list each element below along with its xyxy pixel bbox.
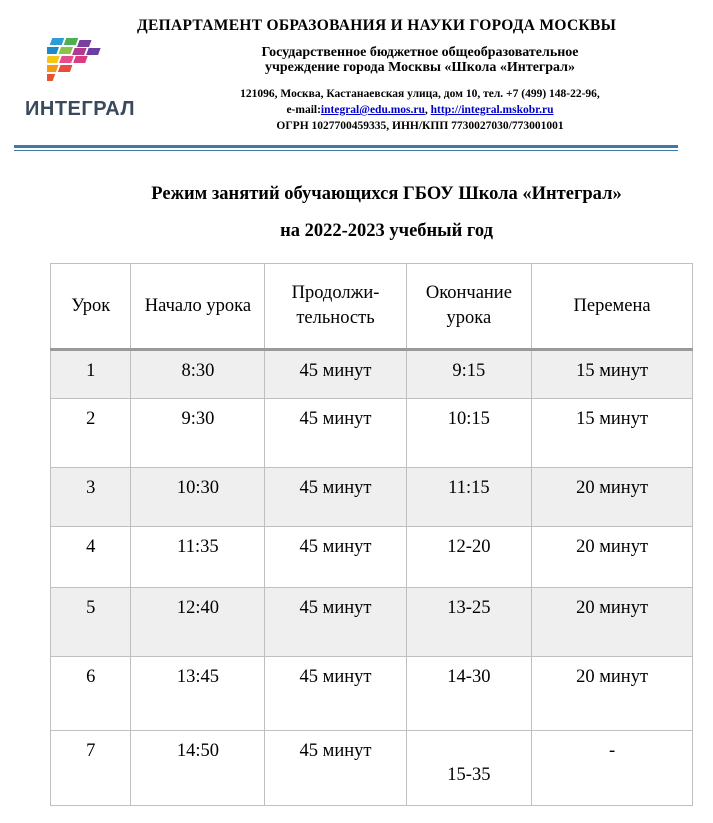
- cell-start: 9:30: [131, 399, 265, 468]
- cell-break: 15 минут: [532, 350, 693, 399]
- email-prefix: e-mail:: [286, 104, 321, 116]
- contact-block: [190, 86, 650, 134]
- cell-duration: 45 минут: [265, 588, 406, 657]
- cell-break: 20 минут: [532, 527, 693, 588]
- header-lesson: Урок: [51, 264, 131, 350]
- department-heading: ДЕПАРТАМЕНТ ОБРАЗОВАНИЯ И НАУКИ ГОРОДА МОСКВЫ: [137, 17, 617, 34]
- header-end: [406, 264, 531, 350]
- cell-start: 8:30: [131, 350, 265, 399]
- cell-start: 10:30: [131, 468, 265, 527]
- cell-duration: 45 минут: [265, 731, 406, 806]
- cell-lesson: 6: [51, 657, 131, 731]
- cell-start: 14:50: [131, 731, 265, 806]
- cell-lesson: 7: [51, 731, 131, 806]
- table-row: [51, 350, 693, 399]
- cell-start: 12:40: [131, 588, 265, 657]
- cell-end: 10:15: [406, 399, 531, 468]
- cell-start: 11:35: [131, 527, 265, 588]
- cell-break: 20 минут: [532, 657, 693, 731]
- logo-wordmark: ИНТЕГРАЛ: [25, 98, 136, 120]
- separator: ,: [424, 104, 428, 116]
- registration-line: ОГРН 1027700459335, ИНН/КПП 7730027030/773001001: [276, 120, 564, 132]
- document-subtitle: на 2022-2023 учебный год: [280, 221, 493, 241]
- table-row: [51, 468, 693, 527]
- cell-duration: 45 минут: [265, 350, 406, 399]
- cell-end: 14-30: [406, 657, 531, 731]
- header-end-line-2: урока: [446, 308, 492, 328]
- cell-end: 11:15: [406, 468, 531, 527]
- header-start: Начало урока: [131, 264, 265, 350]
- header-duration: [265, 264, 406, 350]
- table-row: [51, 657, 693, 731]
- cell-duration: 45 минут: [265, 399, 406, 468]
- table-row: [51, 588, 693, 657]
- email-website-line: [190, 102, 650, 118]
- email-link[interactable]: integral@edu.mos.ru: [320, 104, 425, 116]
- address-line: 121096, Москва, Кастанаевская улица, дом 10, тел. +7 (499) 148-22-96,: [240, 88, 600, 100]
- cell-duration: 45 минут: [265, 657, 406, 731]
- cell-lesson: 4: [51, 527, 131, 588]
- school-logo: [25, 36, 135, 126]
- header-divider-thin: [14, 150, 678, 151]
- cell-duration: 45 минут: [265, 527, 406, 588]
- cell-end: 12-20: [406, 527, 531, 588]
- header-duration-line-1: Продолжи-: [291, 283, 380, 303]
- header-break: Перемена: [532, 264, 693, 350]
- table-row: [51, 527, 693, 588]
- header-divider-thick: [14, 145, 678, 148]
- cell-end: 9:15: [406, 350, 531, 399]
- cell-end: 13-25: [406, 588, 531, 657]
- document-title: Режим занятий обучающихся ГБОУ Школа «Интеграл»: [151, 184, 622, 204]
- cell-break: 20 минут: [532, 468, 693, 527]
- table-row: [51, 399, 693, 468]
- website-link[interactable]: http://integral.mskobr.ru: [430, 104, 554, 116]
- table-row: [51, 731, 693, 806]
- header-duration-line-2: тельность: [296, 308, 375, 328]
- cell-break: -: [532, 731, 693, 806]
- cell-start: 13:45: [131, 657, 265, 731]
- schedule-table: [50, 263, 693, 806]
- cell-end: 15-35: [406, 731, 531, 806]
- organization-name: [190, 45, 650, 75]
- logo-mosaic-icon: [47, 36, 117, 96]
- cell-lesson: 3: [51, 468, 131, 527]
- organization-line-1: Государственное бюджетное общеобразовательное: [261, 45, 579, 60]
- header-end-line-1: Окончание: [425, 283, 512, 303]
- table-header-row: [51, 264, 693, 350]
- cell-break: 20 минут: [532, 588, 693, 657]
- cell-duration: 45 минут: [265, 468, 406, 527]
- organization-line-2: учреждение города Москвы «Школа «Интеграл»: [264, 60, 576, 75]
- cell-lesson: 1: [51, 350, 131, 399]
- cell-lesson: 5: [51, 588, 131, 657]
- cell-break: 15 минут: [532, 399, 693, 468]
- cell-lesson: 2: [51, 399, 131, 468]
